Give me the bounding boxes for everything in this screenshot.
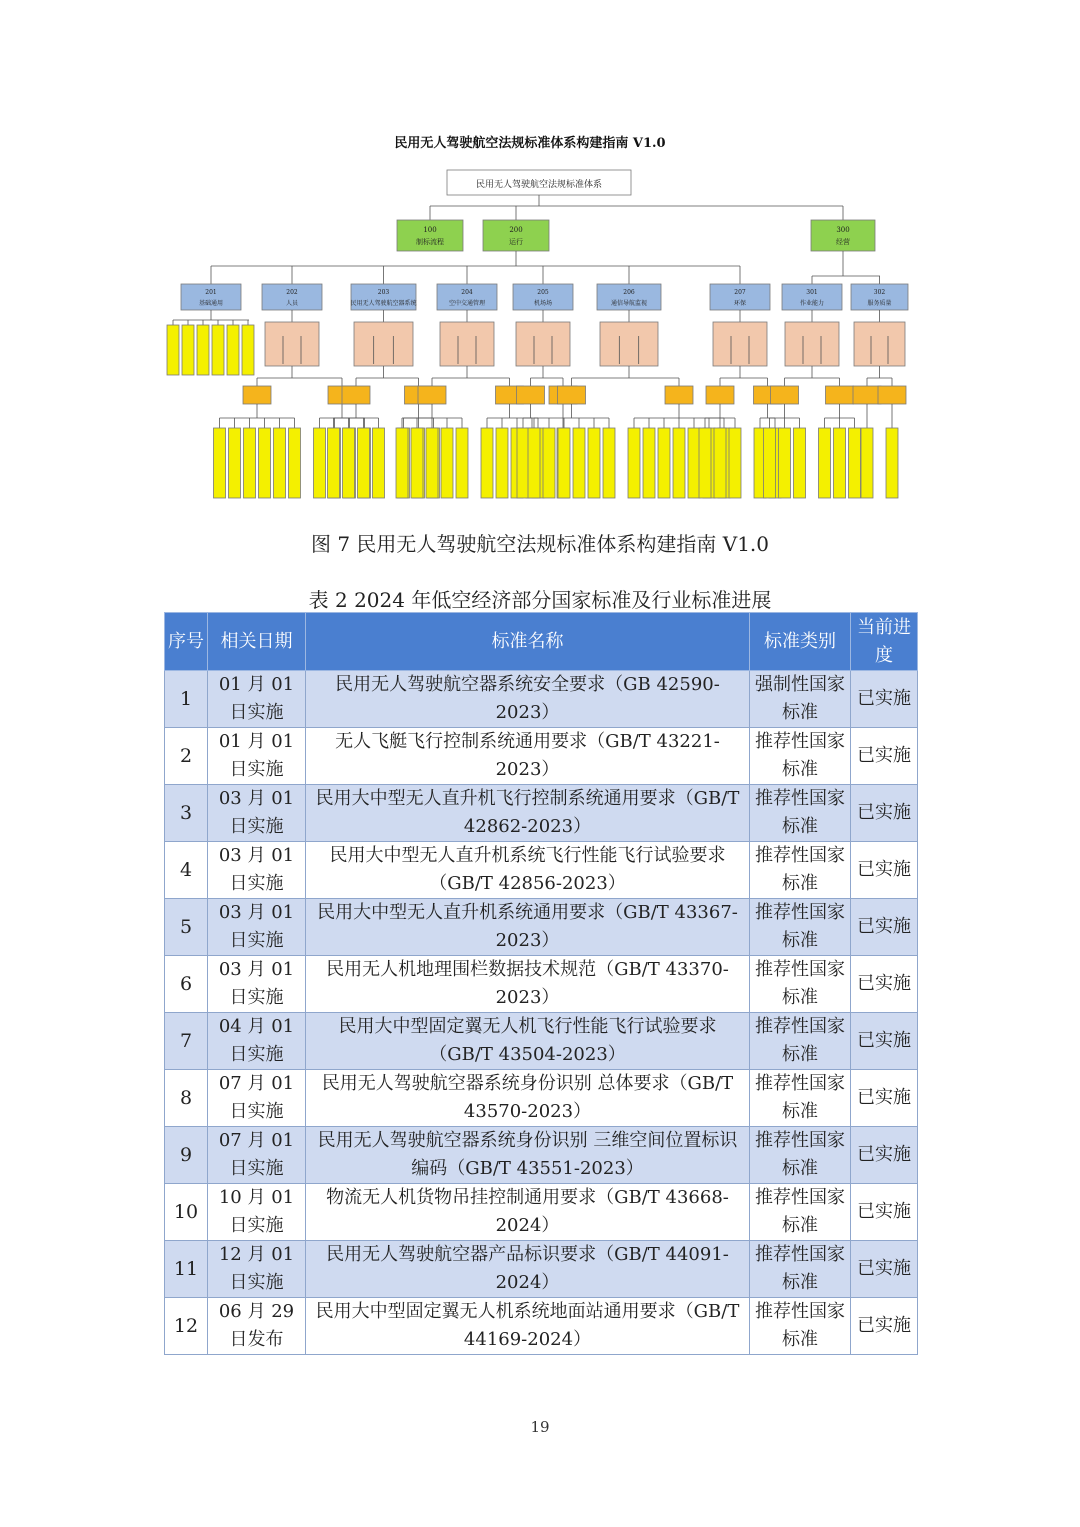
cell-type: 推荐性国家标准: [750, 1013, 851, 1070]
leaf-node: [603, 428, 615, 498]
header-type: 标准类别: [750, 613, 851, 671]
leaf-node: [849, 428, 861, 498]
level3-node: [600, 322, 658, 366]
leaf-node: [628, 428, 640, 498]
level4-node: [342, 386, 370, 404]
cell-type: 推荐性国家标准: [750, 1070, 851, 1127]
leaf-node: [314, 428, 326, 498]
cell-type: 推荐性国家标准: [750, 1241, 851, 1298]
cell-date: 06 月 29 日发布: [208, 1298, 306, 1355]
leaf-node: [886, 428, 898, 498]
cell-no: 2: [165, 728, 208, 785]
level2-node-code: 205: [537, 289, 549, 296]
level2-node-label: 机场场: [533, 300, 553, 307]
level2-node-code: 302: [873, 289, 886, 296]
leaf-node: [227, 325, 239, 375]
table-caption: 表 2 2024 年低空经济部分国家标准及行业标准进展: [308, 588, 772, 612]
level2-node-code: 201: [205, 289, 217, 296]
cell-name: 民用大中型固定翼无人机飞行性能飞行试验要求（GB/T 43504-2023）: [306, 1013, 750, 1070]
leaf-node: [688, 428, 700, 498]
level4-node: [706, 386, 734, 404]
figure-caption: 图 7 民用无人驾驶航空法规标准体系构建指南 V1.0: [310, 532, 770, 556]
level4-node: [771, 386, 799, 404]
level2-node-code: 203: [377, 289, 390, 296]
level2-node-label: 作业能力: [799, 300, 825, 307]
table-row: [165, 842, 918, 899]
level4-node: [517, 386, 545, 404]
level2-node-code: 206: [623, 289, 635, 296]
level1-node-label: 经营: [836, 238, 850, 246]
table-row: [165, 1127, 918, 1184]
cell-name: 无人飞艇飞行控制系统通用要求（GB/T 43221-2023）: [306, 728, 750, 785]
leaf-node: [426, 428, 438, 498]
cell-no: 4: [165, 842, 208, 899]
level2-node-label: 空中交通管理: [448, 300, 486, 307]
cell-name: 物流无人机货物吊挂控制通用要求（GB/T 43668-2024）: [306, 1184, 750, 1241]
diagram-title: 民用无人驾驶航空法规标准体系构建指南 V1.0: [394, 136, 666, 151]
cell-progress: 已实施: [851, 956, 918, 1013]
leaf-node: [699, 428, 711, 498]
level3-node: [440, 322, 494, 366]
level4-node: [243, 386, 271, 404]
cell-type: 推荐性国家标准: [750, 728, 851, 785]
cell-date: 10 月 01 日实施: [208, 1184, 306, 1241]
leaf-node: [558, 428, 570, 498]
standards-hierarchy-diagram: [0, 0, 1080, 520]
header-progress: 当前进度: [851, 613, 918, 671]
cell-type: 推荐性国家标准: [750, 899, 851, 956]
leaf-node: [259, 428, 271, 498]
leaf-node: [274, 428, 286, 498]
header-date: 相关日期: [208, 613, 306, 671]
header-name: 标准名称: [306, 613, 750, 671]
cell-progress: 已实施: [851, 728, 918, 785]
leaf-node: [358, 428, 370, 498]
leaf-node: [481, 428, 493, 498]
cell-no: 8: [165, 1070, 208, 1127]
table-row: [165, 671, 918, 728]
cell-date: 07 月 01 日实施: [208, 1070, 306, 1127]
leaf-node: [328, 428, 340, 498]
level1-node: [811, 220, 875, 251]
table-row: [165, 899, 918, 956]
leaf-node: [834, 428, 846, 498]
leaf-node: [764, 428, 776, 498]
level4-node: [878, 386, 906, 404]
table-row: [165, 1184, 918, 1241]
level1-node-code: 200: [509, 226, 523, 234]
leaf-node: [197, 325, 209, 375]
cell-progress: 已实施: [851, 899, 918, 956]
leaf-node: [714, 428, 726, 498]
level2-node-code: 202: [286, 289, 298, 296]
cell-name: 民用大中型无人直升机飞行控制系统通用要求（GB/T 42862-2023）: [306, 785, 750, 842]
cell-name: 民用大中型无人直升机系统通用要求（GB/T 43367-2023）: [306, 899, 750, 956]
leaf-node: [496, 428, 508, 498]
cell-date: 03 月 01 日实施: [208, 899, 306, 956]
cell-progress: 已实施: [851, 1184, 918, 1241]
level2-node-code: 207: [734, 289, 746, 296]
cell-progress: 已实施: [851, 1013, 918, 1070]
header-no: 序号: [165, 613, 208, 671]
level3-node: [785, 322, 839, 366]
table-row: [165, 1070, 918, 1127]
level3-node: [265, 322, 319, 366]
leaf-node: [214, 428, 226, 498]
level1-node-code: 100: [423, 226, 437, 234]
table-header-row: [165, 613, 918, 671]
level1-node-label: 制标流程: [416, 238, 444, 246]
leaf-node: [673, 428, 685, 498]
level4-node: [558, 386, 586, 404]
level1-node-code: 300: [836, 226, 850, 234]
cell-no: 11: [165, 1241, 208, 1298]
level3-node: [854, 322, 905, 366]
cell-progress: 已实施: [851, 1298, 918, 1355]
cell-progress: 已实施: [851, 785, 918, 842]
cell-name: 民用无人驾驶航空器系统身份识别 总体要求（GB/T 43570-2023）: [306, 1070, 750, 1127]
cell-no: 12: [165, 1298, 208, 1355]
leaf-node: [229, 428, 241, 498]
level4-node: [853, 386, 881, 404]
cell-name: 民用大中型无人直升机系统飞行性能飞行试验要求（GB/T 42856-2023）: [306, 842, 750, 899]
cell-type: 强制性国家标准: [750, 671, 851, 728]
cell-no: 5: [165, 899, 208, 956]
cell-date: 12 月 01 日实施: [208, 1241, 306, 1298]
leaf-node: [396, 428, 408, 498]
cell-type: 推荐性国家标准: [750, 842, 851, 899]
cell-progress: 已实施: [851, 1070, 918, 1127]
leaf-node: [441, 428, 453, 498]
table-row: [165, 728, 918, 785]
cell-type: 推荐性国家标准: [750, 1127, 851, 1184]
leaf-node: [658, 428, 670, 498]
level4-node: [826, 386, 854, 404]
level3-node: [713, 322, 767, 366]
level1-node: [397, 220, 463, 251]
cell-no: 3: [165, 785, 208, 842]
cell-name: 民用大中型固定翼无人机系统地面站通用要求（GB/T 44169-2024）: [306, 1298, 750, 1355]
cell-name: 民用无人驾驶航空器系统安全要求（GB 42590-2023）: [306, 671, 750, 728]
level2-node-label: 服务质量: [867, 300, 892, 307]
level2-node-label: 通信导航监视: [610, 300, 648, 307]
table-row: [165, 1013, 918, 1070]
table-row: [165, 785, 918, 842]
leaf-node: [643, 428, 655, 498]
cell-name: 民用无人机地理围栏数据技术规范（GB/T 43370-2023）: [306, 956, 750, 1013]
cell-type: 推荐性国家标准: [750, 1184, 851, 1241]
root-node-label: 民用无人驾驶航空法规标准体系: [475, 180, 603, 190]
level1-node: [483, 220, 549, 251]
level3-node: [354, 322, 413, 366]
leaf-node: [517, 428, 529, 498]
cell-date: 03 月 01 日实施: [208, 956, 306, 1013]
leaf-node: [456, 428, 468, 498]
cell-date: 03 月 01 日实施: [208, 785, 306, 842]
cell-date: 07 月 01 日实施: [208, 1127, 306, 1184]
level2-node-label: 民用无人驾驶航空器系统: [350, 300, 417, 307]
leaf-node: [182, 325, 194, 375]
cell-name: 民用无人驾驶航空器产品标识要求（GB/T 44091-2024）: [306, 1241, 750, 1298]
cell-date: 03 月 01 日实施: [208, 842, 306, 899]
leaf-node: [528, 428, 540, 498]
leaf-node: [779, 428, 791, 498]
cell-type: 推荐性国家标准: [750, 956, 851, 1013]
table-row: [165, 956, 918, 1013]
leaf-node: [588, 428, 600, 498]
level3-node: [516, 322, 570, 366]
cell-date: 04 月 01 日实施: [208, 1013, 306, 1070]
leaf-node: [794, 428, 806, 498]
cell-no: 10: [165, 1184, 208, 1241]
cell-progress: 已实施: [851, 1241, 918, 1298]
table-row: [165, 1298, 918, 1355]
level2-node-code: 204: [461, 289, 473, 296]
page-number: 19: [530, 1418, 550, 1436]
cell-progress: 已实施: [851, 671, 918, 728]
leaf-node: [167, 325, 179, 375]
leaf-node: [242, 325, 254, 375]
cell-progress: 已实施: [851, 1127, 918, 1184]
leaf-node: [411, 428, 423, 498]
cell-no: 9: [165, 1127, 208, 1184]
cell-date: 01 月 01 日实施: [208, 728, 306, 785]
leaf-node: [343, 428, 355, 498]
leaf-node: [573, 428, 585, 498]
leaf-node: [543, 428, 555, 498]
level2-node-label: 人员: [285, 300, 299, 307]
standards-table: [164, 612, 918, 1355]
level2-node-label: 环保: [733, 300, 747, 307]
cell-no: 1: [165, 671, 208, 728]
table-row: [165, 1241, 918, 1298]
cell-progress: 已实施: [851, 842, 918, 899]
cell-date: 01 月 01 日实施: [208, 671, 306, 728]
leaf-node: [819, 428, 831, 498]
level4-node: [665, 386, 693, 404]
level1-node-label: 运行: [509, 238, 523, 246]
leaf-node: [373, 428, 385, 498]
leaf-node: [244, 428, 256, 498]
leaf-node: [212, 325, 224, 375]
cell-no: 7: [165, 1013, 208, 1070]
cell-type: 推荐性国家标准: [750, 1298, 851, 1355]
leaf-node: [289, 428, 301, 498]
leaf-node: [861, 428, 873, 498]
leaf-node: [729, 428, 741, 498]
cell-no: 6: [165, 956, 208, 1013]
cell-name: 民用无人驾驶航空器系统身份识别 三维空间位置标识编码（GB/T 43551-2023）: [306, 1127, 750, 1184]
cell-type: 推荐性国家标准: [750, 785, 851, 842]
level4-node: [418, 386, 446, 404]
level2-node-code: 301: [806, 289, 818, 296]
level2-node-label: 基础通用: [198, 300, 224, 307]
